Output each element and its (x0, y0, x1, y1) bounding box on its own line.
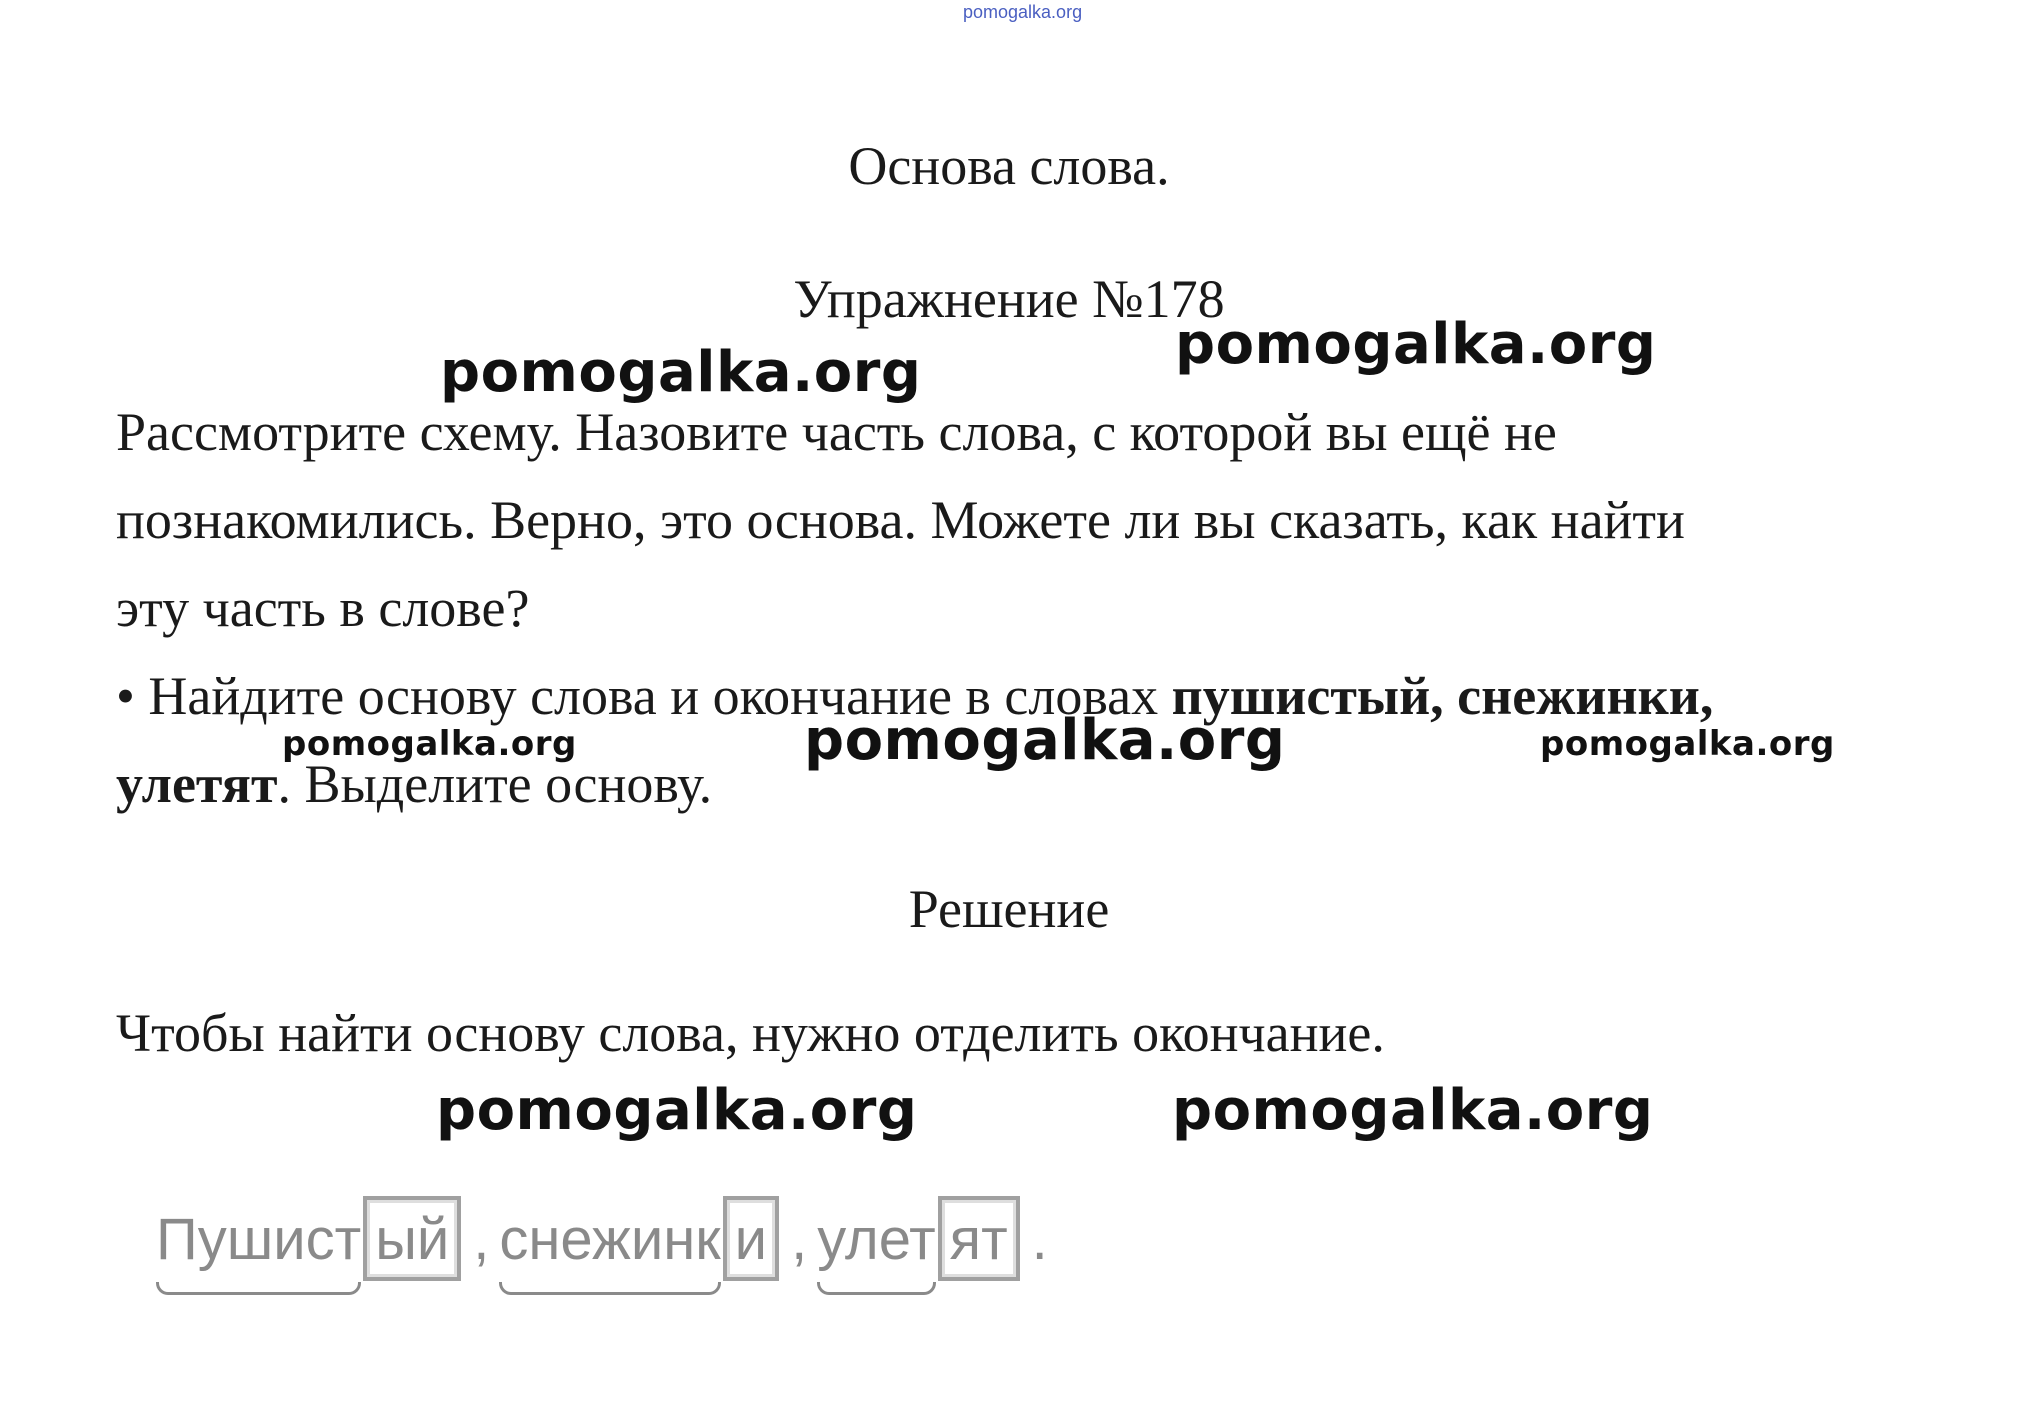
task-line-1: Рассмотрите схему. Назовите часть слова, с которой вы ещё не (116, 402, 1557, 462)
word-stem: Пушист (156, 1196, 361, 1273)
word-ending: ый (363, 1196, 461, 1281)
task-words-bold-1: пушистый, снежинки, (1171, 666, 1714, 726)
word-ending: ят (938, 1196, 1020, 1281)
watermark: pomogalka.org (440, 340, 922, 405)
task-line-2: познакомились. Верно, это основа. Можете ли вы сказать, как найти (116, 490, 1685, 550)
task-bullet-text: • Найдите основу слова и окончание в словах (116, 666, 1172, 726)
watermark: pomogalka.org (804, 708, 1286, 773)
word-stem: снежинк (499, 1196, 720, 1273)
word-stem: улет (817, 1196, 935, 1273)
word-ending: и (723, 1196, 779, 1281)
punctuation: . (1031, 1207, 1048, 1272)
task-instruction: . Выделите основу. (277, 754, 713, 814)
solution-heading: Решение (908, 879, 1110, 939)
top-site-link[interactable]: pomogalka.org (963, 2, 1083, 22)
page-title: Основа слова. (848, 136, 1170, 196)
punctuation: , (791, 1207, 808, 1272)
task-line-3: эту часть в слове? (116, 578, 530, 638)
word-scheme (156, 1196, 1058, 1296)
watermark: pomogalka.org (1172, 1078, 1654, 1143)
watermark: pomogalka.org (436, 1078, 918, 1143)
task-words-bold-2: улетят (116, 754, 278, 814)
watermark: pomogalka.org (282, 724, 577, 764)
punctuation: , (473, 1207, 490, 1272)
answer-text: Чтобы найти основу слова, нужно отделить окончание. (116, 1003, 1385, 1063)
watermark: pomogalka.org (1175, 312, 1657, 377)
exercise-number: Упражнение №178 (793, 269, 1225, 329)
watermark: pomogalka.org (1540, 724, 1835, 764)
